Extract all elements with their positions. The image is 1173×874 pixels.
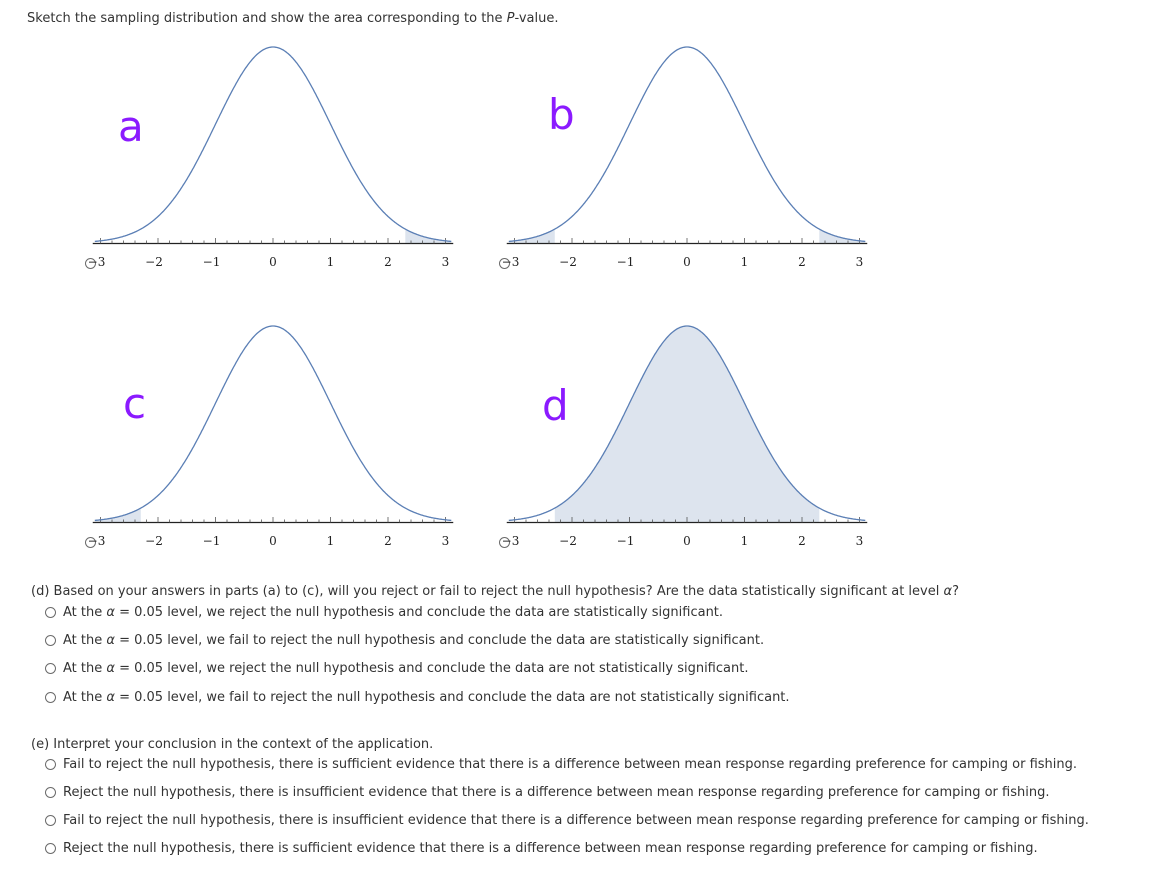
instruction-suffix: -value.	[514, 11, 559, 26]
choice-text: At the α = 0.05 level, we reject the null hypothesis and conclude the data are statistically significant.	[63, 605, 724, 620]
graph-letter-a: a	[118, 102, 144, 151]
tick-label: −2	[559, 534, 577, 548]
part-e-choice-2[interactable]	[45, 785, 1049, 800]
tick-label: −1	[202, 255, 221, 269]
radio-part-e-2[interactable]	[45, 787, 56, 798]
tick-label: 2	[798, 255, 806, 269]
normal-curve-a	[80, 40, 480, 280]
tick-label: 0	[683, 534, 691, 548]
tick-label: −2	[559, 255, 577, 269]
graph-option-d[interactable]	[494, 319, 894, 589]
part-d-prompt: (d) Based on your answers in parts (a) to (c), will you reject or fail to reject the null hypothesis? Are the data statistically significant at level	[31, 584, 944, 599]
normal-curve-b	[494, 40, 894, 280]
part-d-prompt-end: ?	[952, 584, 959, 599]
tick-label: 3	[441, 255, 450, 269]
tick-label: −3	[87, 534, 106, 548]
tick-label: 1	[326, 534, 335, 548]
instruction-body: Sketch the sampling distribution and show the area corresponding to the	[27, 11, 507, 26]
tick-label: −2	[145, 255, 163, 269]
choice-text: Reject the null hypothesis, there is sufficient evidence that there is a difference between mean response regarding preference for camping or fishing.	[63, 841, 1038, 856]
part-d-choice-4[interactable]	[45, 690, 790, 705]
radio-part-d-1[interactable]	[45, 607, 56, 618]
tick-label: 2	[384, 255, 392, 269]
choice-text: Fail to reject the null hypothesis, there is insufficient evidence that there is a difference between mean response regarding preference for camping or fishing.	[63, 813, 1089, 828]
tick-label: 0	[269, 255, 277, 269]
part-d-alpha: α	[943, 584, 953, 599]
part-d-choice-1[interactable]	[45, 605, 723, 620]
tick-label: −1	[202, 534, 221, 548]
density-curve	[95, 326, 452, 520]
part-e-choice-4[interactable]	[45, 841, 1038, 856]
tick-label: −3	[501, 534, 520, 548]
normal-curve-d	[494, 319, 894, 559]
tick-label: 1	[326, 255, 335, 269]
radio-part-e-4[interactable]	[45, 843, 56, 854]
part-e-prompt: (e) Interpret your conclusion in the context of the application.	[31, 737, 434, 752]
part-e-question	[31, 737, 433, 752]
tick-label: 0	[269, 534, 277, 548]
tick-label: 2	[798, 534, 806, 548]
radio-part-d-4[interactable]	[45, 692, 56, 703]
tick-label: −3	[87, 255, 106, 269]
graph-option-a[interactable]	[80, 40, 480, 310]
tick-label: −1	[616, 534, 635, 548]
choice-text: At the α = 0.05 level, we fail to reject the null hypothesis and conclude the data are statistically significant.	[63, 633, 765, 648]
tick-label: 3	[441, 534, 450, 548]
tick-label: −2	[145, 534, 163, 548]
normal-curve-c	[80, 319, 480, 559]
tick-label: 0	[683, 255, 691, 269]
tick-label: 1	[740, 255, 749, 269]
part-d-choice-3[interactable]	[45, 661, 748, 676]
choice-text: At the α = 0.05 level, we fail to reject the null hypothesis and conclude the data are not statistically significant.	[63, 690, 790, 705]
part-e-choice-3[interactable]	[45, 813, 1089, 828]
graph-letter-d: d	[542, 381, 569, 430]
tick-label: 3	[855, 534, 864, 548]
part-d-choice-2[interactable]	[45, 633, 764, 648]
choice-text: Fail to reject the null hypothesis, there is sufficient evidence that there is a difference between mean response regarding preference for camping or fishing.	[63, 757, 1078, 772]
part-d-question	[31, 584, 959, 599]
shaded-area-0	[555, 326, 820, 522]
pvalue-term: P	[506, 11, 515, 26]
tick-label: 2	[384, 534, 392, 548]
density-curve	[95, 47, 452, 241]
graph-letter-b: b	[548, 90, 575, 139]
tick-label: −1	[616, 255, 635, 269]
radio-part-e-3[interactable]	[45, 815, 56, 826]
instruction-text	[27, 11, 558, 26]
graph-option-b[interactable]	[494, 40, 894, 310]
radio-part-d-2[interactable]	[45, 635, 56, 646]
graph-option-c[interactable]	[80, 319, 480, 589]
radio-part-d-3[interactable]	[45, 663, 56, 674]
part-e-choice-1[interactable]	[45, 757, 1077, 772]
density-curve	[509, 47, 866, 241]
choice-text: Reject the null hypothesis, there is insufficient evidence that there is a difference between mean response regarding preference for camping or fishing.	[63, 785, 1050, 800]
choice-text: At the α = 0.05 level, we reject the null hypothesis and conclude the data are not statistically significant.	[63, 661, 749, 676]
radio-part-e-1[interactable]	[45, 759, 56, 770]
graph-letter-c: c	[123, 379, 147, 428]
tick-label: 3	[855, 255, 864, 269]
tick-label: 1	[740, 534, 749, 548]
tick-label: −3	[501, 255, 520, 269]
